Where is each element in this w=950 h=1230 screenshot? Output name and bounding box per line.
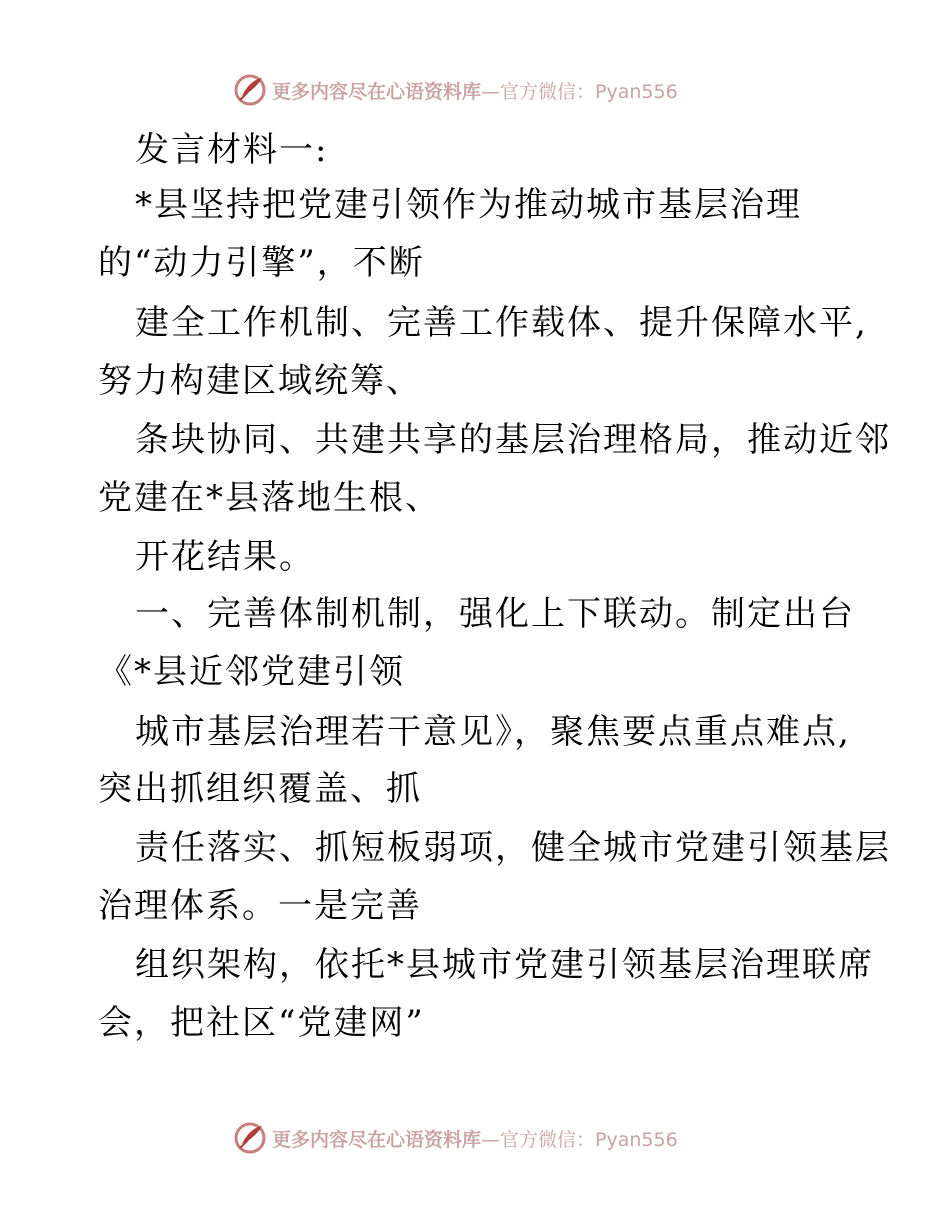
body-line: 开花结果。: [135, 537, 315, 577]
quill-logo-icon: [232, 1120, 268, 1156]
body-line: 组织架构，依托*县城市党建引领基层治理联席: [135, 945, 874, 985]
footer-watermark: [232, 1118, 678, 1158]
watermark-text: 更多内容尽在心语资料库—官方微信：Pyan556: [272, 80, 678, 103]
body-line: 城市基层治理若干意见》，聚焦要点重点难点,: [135, 712, 851, 752]
body-line: 一、完善体制机制，强化上下联动。制定出台: [135, 594, 855, 634]
body-line: 发言材料一:: [135, 130, 329, 170]
body-line: 的“动力引擎”，不断: [98, 243, 425, 283]
header-watermark: [232, 70, 678, 110]
watermark-text: 更多内容尽在心语资料库—官方微信：Pyan556: [272, 1128, 678, 1151]
body-line: 党建在*县落地生根、: [98, 478, 441, 518]
body-line: 治理体系。一是完善: [98, 886, 422, 926]
body-line: *县坚持把党建引领作为推动城市基层治理: [135, 185, 802, 225]
quill-logo-icon: [232, 72, 268, 108]
body-line: 责任落实、抓短板弱项，健全城市党建引领基层: [135, 828, 891, 868]
body-line: 会，把社区“党建网”: [98, 1003, 425, 1043]
body-line: 努力构建区域统筹、: [98, 361, 422, 401]
body-line: 突出抓组织覆盖、抓: [98, 769, 422, 809]
body-line: 建全工作机制、完善工作载体、提升保障水平,: [135, 303, 868, 343]
body-line: 《*县近邻党建引领: [98, 652, 405, 692]
body-line: 条块协同、共建共享的基层治理格局，推动近邻: [135, 420, 891, 460]
